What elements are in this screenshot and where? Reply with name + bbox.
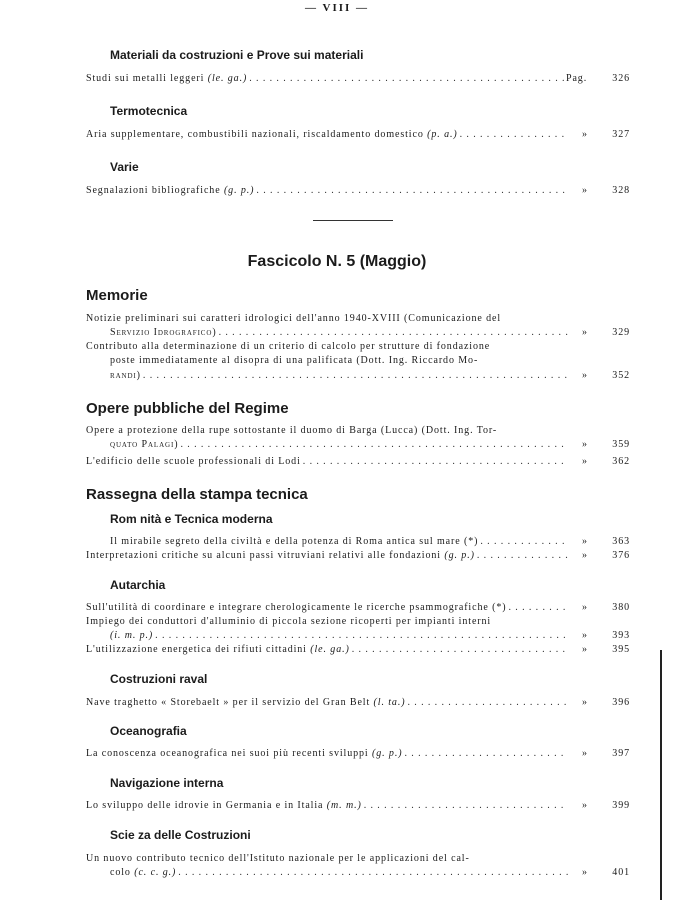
toc-entry-line: Impiego dei conduttori d'alluminio di piccola sezione ricoperti per impianti interni [86,616,492,627]
page-ref: 380 [612,602,630,613]
ditto-mark: » [582,536,588,547]
page-ref: 328 [612,185,630,196]
ditto-mark: » [582,185,588,196]
ditto-mark: » [582,748,588,759]
toc-entry: Nave traghetto « Storebaelt » per il servizio del Gran Belt (l. ta.) . . . » 396 [86,696,630,710]
section-heading-varie: Varie [110,160,139,174]
subsection-heading: Navigazione interna [110,776,224,790]
page-ref: 359 [612,439,630,450]
page-number: — VIII — [304,2,370,14]
scan-edge-line [660,650,662,900]
page-ref: 395 [612,644,630,655]
toc-entry: (i. m. p.) . . . » 393 [110,629,630,643]
ditto-mark: » [582,550,588,561]
page-ref: 397 [612,748,630,759]
page-ref: 401 [612,867,630,878]
ditto-mark: » [582,630,588,641]
page-ref: 352 [612,370,630,381]
fascicolo-title: Fascicolo N. 5 (Maggio) [247,253,427,270]
toc-entry: colo (c. c. g.) . . . » 401 [110,866,630,880]
subsection-heading: Oceanografia [110,724,187,738]
ditto-mark: » [582,327,588,338]
section-heading-opere: Opere pubbliche del Regime [86,400,289,417]
toc-entry: Segnalazioni bibliografiche (g. p.) . . . » 328 [86,184,630,198]
ditto-mark: » [582,129,588,140]
toc-entry: Sull'utilità di coordinare e integrare cherologicamente le ricerche psammografiche (*) . . . » 380 [86,601,630,615]
toc-entry-line: Opere a protezione della rupe sottostante il duomo di Barga (Lucca) (Dott. Ing. Tor- [86,425,498,436]
toc-entry: L'edificio delle scuole professionali di Lodi . . . » 362 [86,455,630,469]
ditto-mark: » [582,697,588,708]
ditto-mark: » [582,644,588,655]
subsection-heading: Autarchia [110,578,166,592]
page-ref: 376 [612,550,630,561]
ditto-mark: » [582,867,588,878]
toc-entry: randi) . . . » 352 [110,369,630,383]
toc-entry: quato Palagi) . . . » 359 [110,438,630,452]
page-label: Pag. [566,73,588,84]
toc-entry-line: poste immediatamente al disopra di una palificata (Dott. Ing. Riccardo Mo- [110,355,479,366]
toc-entry-line: Notizie preliminari sui caratteri idrologici dell'anno 1940-XVIII (Comunicazione del [86,313,502,324]
toc-entry: L'utilizzazione energetica dei rifiuti cittadini (le. ga.) . . . » 395 [86,643,630,657]
section-heading-memorie: Memorie [86,287,148,304]
subsection-heading: Rom nità e Tecnica moderna [110,512,273,526]
subsection-heading: Scie za delle Costruzioni [110,828,251,842]
toc-entry: Studi sui metalli leggeri (le. ga.) . . . Pag. 326 [86,72,630,86]
section-heading-termotecnica: Termotecnica [110,104,188,118]
toc-entry: Il mirabile segreto della civiltà e della potenza di Roma antica sul mare (*) . . . » 363 [110,535,630,549]
page-ref: 362 [612,456,630,467]
ditto-mark: » [582,602,588,613]
page-ref: 399 [612,800,630,811]
page-ref: 326 [612,73,630,84]
ditto-mark: » [582,370,588,381]
section-divider [313,220,393,221]
ditto-mark: » [582,439,588,450]
ditto-mark: » [582,456,588,467]
toc-entry-line: Contributo alla determinazione di un criterio di calcolo per strutture di fondazione [86,341,491,352]
page-ref: 393 [612,630,630,641]
page-ref: 363 [612,536,630,547]
toc-entry: Lo sviluppo delle idrovie in Germania e in Italia (m. m.) . . . » 399 [86,799,630,813]
page-ref: 327 [612,129,630,140]
page-ref: 396 [612,697,630,708]
subsection-heading: Costruzioni raval [110,672,208,686]
toc-entry-line: Un nuovo contributo tecnico dell'Istituto nazionale per le applicazioni del cal- [86,853,470,864]
toc-entry: Interpretazioni critiche su alcuni passi vitruviani relativi alle fondazioni (g. p.) . . . » 376 [86,549,630,563]
section-heading-materiali: Materiali da costruzioni e Prove sui materiali [110,48,364,62]
section-heading-rassegna: Rassegna della stampa tecnica [86,486,308,503]
toc-entry: La conoscenza oceanografica nei suoi più recenti sviluppi (g. p.) . . . » 397 [86,747,630,761]
toc-entry: Servizio Idrografico) . . . » 329 [110,326,630,340]
ditto-mark: » [582,800,588,811]
toc-entry: Aria supplementare, combustibili nazionali, riscaldamento domestico (p. a.) . . . » 327 [86,128,630,142]
page-ref: 329 [612,327,630,338]
